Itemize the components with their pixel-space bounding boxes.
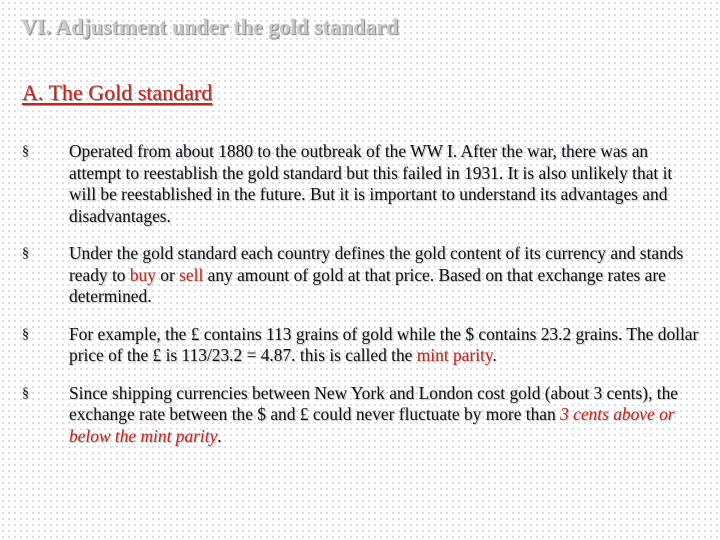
section-sign-bullet-icon: § [22, 385, 29, 401]
fluctuation-band-highlight: 3 cents above or below the mint parity [69, 404, 675, 446]
bullet-text-continued: any amount of gold at that price. Based on that exchange rates are determined. [69, 264, 666, 306]
bullet-item-shipping [22, 383, 702, 448]
bullet-text: Operated from about 1880 to the outbreak of the WW I. After the war, there was an attempt to reestablish the gold standard but this failed in 1931. It is also unlikely that it will be reestablished in the future. But it is important to understand its advantages and disadvantages. [69, 141, 673, 226]
bullet-item-history [22, 141, 702, 227]
bullet-text-end: . [217, 425, 222, 446]
section-sign-bullet-icon: § [22, 326, 29, 342]
bullet-item-example [22, 324, 702, 367]
slide-title: VI. Adjustment under the gold standard [21, 14, 399, 39]
bullet-text: Under the gold standard each country defines the gold content of its currency and stands ready to [69, 243, 684, 285]
bullet-text: Since shipping currencies between New York and London cost gold (about 3 cents), the exchange rate between the $ and £ could never fluctuate by more than [69, 382, 679, 424]
bullet-text-connector: or [155, 264, 180, 285]
section-heading: A. The Gold standard [22, 80, 213, 105]
bullet-text: For example, the £ contains 113 grains of gold while the $ contains 23.2 grains. The dollar price of the £ is 113/23.2 = 4.87. this is called the [69, 323, 699, 365]
bullet-list [22, 141, 702, 463]
sell-highlight: sell [179, 264, 204, 285]
mint-parity-highlight: mint parity [416, 345, 493, 365]
section-sign-bullet-icon: § [22, 144, 29, 159]
buy-highlight: buy [129, 264, 156, 285]
bullet-item-gold-content [22, 243, 702, 308]
bullet-text-end: . [492, 345, 497, 365]
section-sign-bullet-icon: § [22, 246, 29, 261]
